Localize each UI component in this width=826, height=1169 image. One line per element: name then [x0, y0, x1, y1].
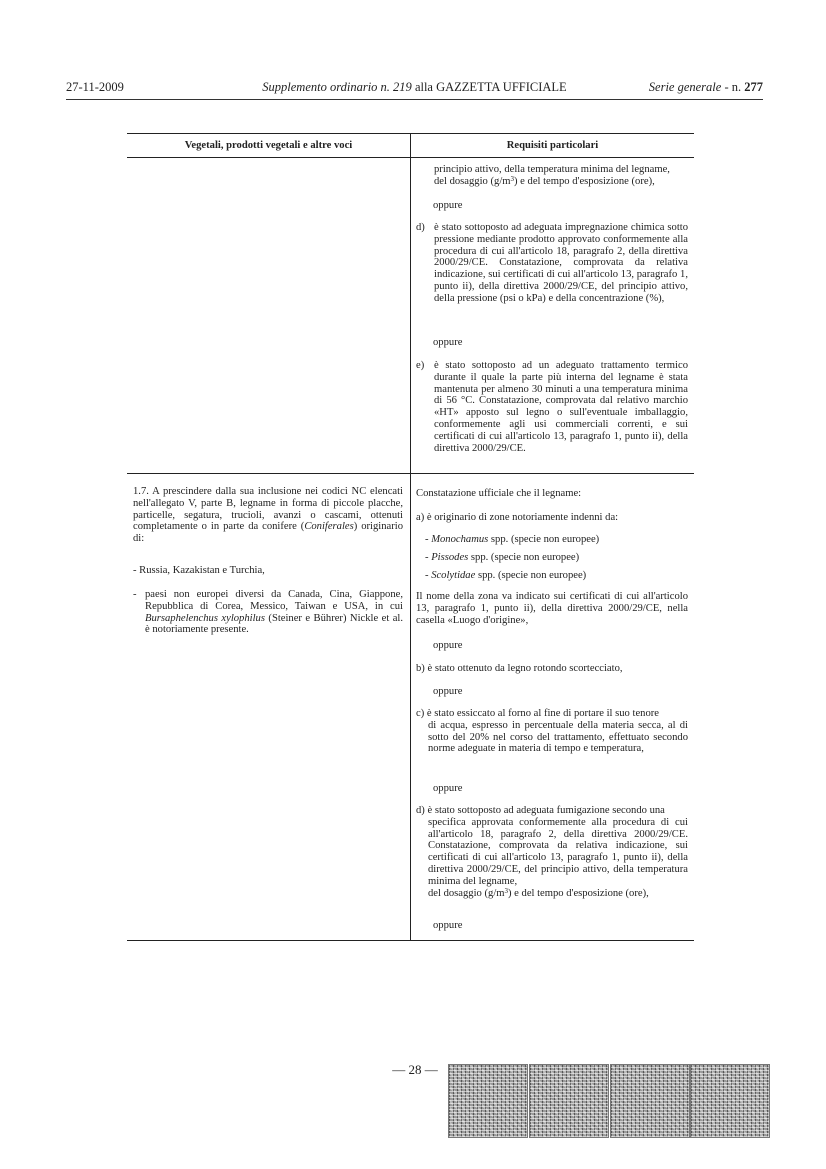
header-supplement: Supplemento ordinario n. 219	[262, 80, 412, 94]
oppure-1: oppure	[433, 200, 463, 211]
dash: -	[425, 552, 432, 563]
origin-other-countries	[145, 589, 403, 636]
item-a-text: a) è originario di zone notoriamente indenni da:	[416, 512, 619, 523]
origin-other-text-b: (Steiner e Bührer) Nickle et al. è notoriamente presente.	[145, 612, 403, 636]
continued-text	[434, 164, 688, 188]
item-d2-first-line: d) è stato sottoposto ad adeguata fumigazione secondo una	[416, 805, 665, 816]
security-code-1	[448, 1064, 528, 1138]
security-code-3	[610, 1064, 690, 1138]
item-c-rest: di acqua, espresso in percentuale della materia secca, al di sotto del 20% nel corso del trattamento, effettuato secondo norme adeguate in materia di tempo e temperatura,	[428, 719, 688, 755]
item-d-text: è stato sottoposto ad adeguata impregnazione chimica sotto pressione mediante prodotto approvato conformemente alla procedura di cui all'articolo 18, paragrafo 2, della direttiva 2000/29/CE. Constatazione, comprovata da relativa indicazione, sui certificati di cui all'articolo 13, paragrafo 1, punto ii), della direttiva 2000/29/CE, del principio attivo, della pressione (psi o kPa) e della concentrazione (%),	[434, 222, 688, 304]
oppure-4: oppure	[433, 686, 463, 697]
requirements-table	[127, 133, 694, 940]
pest-monochamus	[425, 534, 599, 546]
item-e-text: è stato sottoposto ad un adeguato trattamento termico durante il quale la parte più interna del legname è stata mantenuta per almeno 30 minuti a una temperatura minima di 56 °C. Constatazione, comprovata dal relativo marchio «HT» apposto sul legno o sull'eventuale imballaggio, conformemente agli usi commerciali correnti, e sui certificati di cui all'articolo 13, paragrafo 1, punto ii), della direttiva 2000/29/CE.	[434, 360, 688, 454]
official-statement: Constatazione ufficiale che il legname:	[416, 488, 582, 499]
item-b-text: b) è stato ottenuto da legno rotondo scortecciato,	[416, 663, 623, 674]
continued-line-1: principio attivo, della temperatura minima del legname,	[434, 164, 670, 175]
header-gazette: alla GAZZETTA UFFICIALE	[411, 80, 567, 94]
page-number: — 28 —	[392, 1062, 438, 1077]
header-series-sep: - n.	[721, 80, 745, 94]
zone-name-note: Il nome della zona va indicato sui certificati di cui all'articolo 13, paragrafo 1, punto ii), della direttiva 2000/29/CE, nella casella «Luogo d'origine»,	[416, 591, 688, 626]
dosage-text: del dosaggio (g/m	[428, 887, 505, 899]
item-d2-text	[416, 805, 688, 899]
dash: -	[425, 570, 432, 581]
item-d2-rest: specifica approvata conformemente alla procedura di cui all'articolo 18, paragrafo 2, della direttiva 2000/29/CE. Constatazione, comprovata da relativa indicazione, sui certificati di cui all'articolo 13, paragrafo 1, punto ii), della direttiva 2000/29/CE, del principio attivo, della temperatura minima del legname,	[428, 816, 688, 887]
header-series	[649, 80, 763, 95]
header-series-number: 277	[744, 80, 763, 94]
oppure-5: oppure	[433, 783, 463, 794]
column-header-requirements: Requisiti particolari	[506, 140, 599, 151]
cubic-sup: 3	[504, 886, 508, 895]
origin-other-text-a: paesi non europei diversi da Canada, Cina, Giappone, Repubblica di Corea, Messico, Taiwan e USA, in cui	[145, 589, 403, 612]
exposure-text: ) e del tempo d'esposizione (ore),	[514, 175, 655, 187]
item-1-7-text-b: ) originario di:	[133, 521, 403, 545]
pest-pissodes	[425, 552, 579, 564]
column-header-plants: Vegetali, prodotti vegetali e altre voci	[184, 140, 353, 151]
scolytidae-term: Scolytidae	[431, 570, 476, 581]
oppure-3: oppure	[433, 640, 463, 651]
item-1-7-description	[133, 486, 403, 545]
continued-line-2	[434, 176, 688, 188]
table-bottom-rule	[127, 940, 694, 941]
item-d2-last-line	[416, 888, 688, 900]
table-column-divider	[410, 133, 411, 940]
exposure-text: ) e del tempo d'esposizione (ore),	[508, 887, 649, 899]
bursaphelenchus-term: Bursaphelenchus xylophilus	[145, 612, 265, 624]
header-date: 27-11-2009	[66, 80, 124, 94]
oppure-2: oppure	[433, 337, 463, 348]
origin-russia: - Russia, Kazakistan e Turchia,	[133, 565, 265, 576]
item-1-7-text-a: 1.7. A prescindere dalla sua inclusione nei codici NC elencati nell'allegato V, parte B, legname in forma di piccole placche, particelle, segatura, trucioli, avanzi o cascami, ottenuti completamente o in parte da conifere (	[133, 486, 403, 533]
oppure-6: oppure	[433, 920, 463, 931]
monochamus-term: Monochamus	[431, 534, 489, 545]
pest-note: spp. (specie non europee)	[488, 534, 600, 545]
origin-other-dash: -	[133, 589, 137, 600]
item-c-text	[416, 708, 688, 755]
security-code-2	[529, 1064, 609, 1138]
header-series-label: Serie generale	[648, 80, 722, 94]
dosage-text: del dosaggio (g/m	[434, 175, 511, 187]
item-e-label: e)	[416, 360, 425, 371]
pest-note: spp. (specie non europee)	[475, 570, 587, 581]
pest-scolytidae	[425, 570, 586, 582]
header-rule	[66, 99, 763, 100]
pissodes-term: Pissodes	[431, 552, 469, 563]
security-code-4	[690, 1064, 770, 1138]
cubic-sup: 3	[510, 174, 514, 183]
coniferales-term: Coniferales	[304, 521, 354, 533]
item-c-first-line: c) è stato essiccato al forno al fine di portare il suo tenore	[416, 708, 659, 719]
dash: -	[425, 534, 432, 545]
page-header	[66, 80, 763, 100]
pest-note: spp. (specie non europee)	[468, 552, 580, 563]
item-d-label: d)	[416, 222, 425, 233]
